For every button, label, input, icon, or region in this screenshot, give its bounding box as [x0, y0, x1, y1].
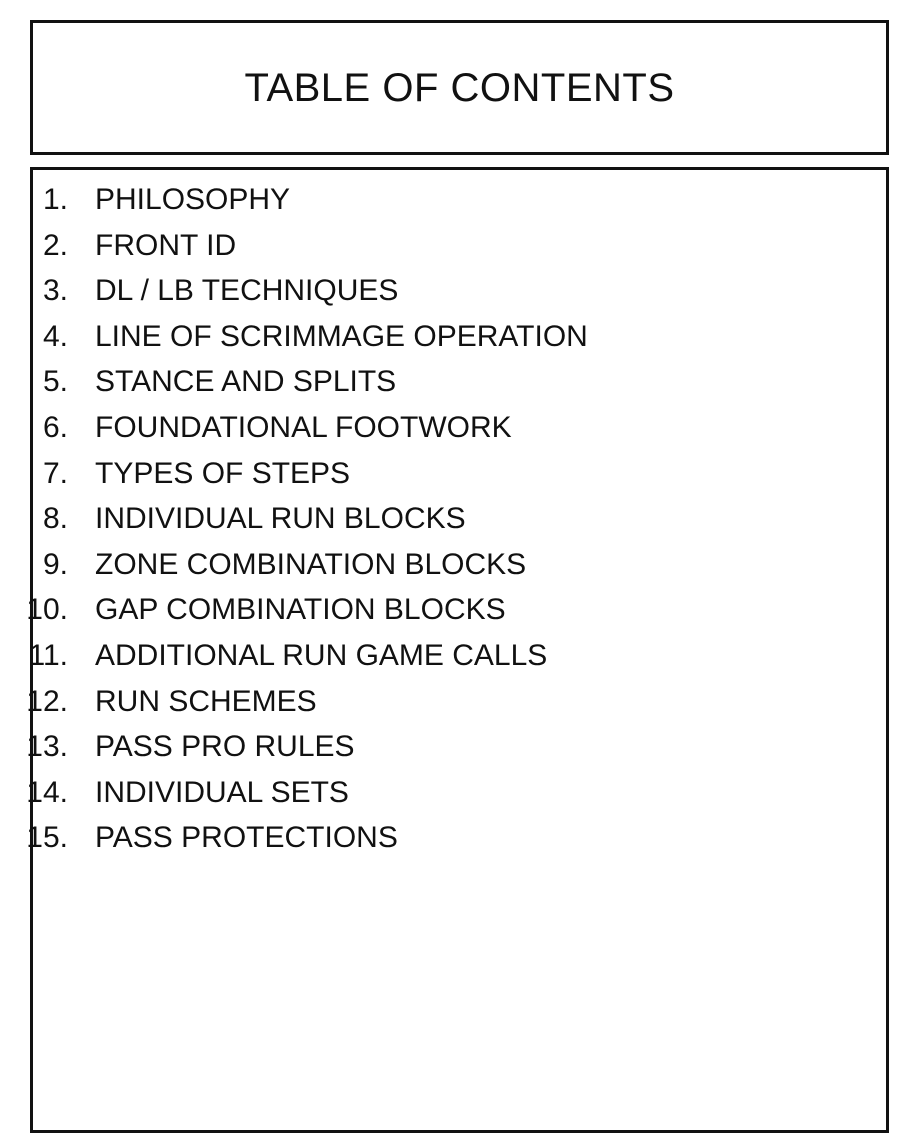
toc-item-label: PASS PRO RULES — [95, 730, 355, 764]
toc-item-front-id — [0, 223, 918, 269]
toc-item-number: 2. — [42, 228, 68, 262]
toc-item-label: FOUNDATIONAL FOOTWORK — [95, 410, 512, 444]
toc-item-individual-sets — [0, 770, 918, 816]
toc-item-philosophy — [0, 177, 918, 223]
toc-item-label: GAP COMBINATION BLOCKS — [95, 593, 506, 627]
toc-item-label: INDIVIDUAL SETS — [95, 775, 349, 809]
toc-item-label: LINE OF SCRIMMAGE OPERATION — [95, 319, 588, 353]
toc-item-zone-combination-blocks — [0, 542, 918, 588]
toc-item-number: 12. — [26, 684, 68, 718]
toc-item-pass-pro-rules — [0, 724, 918, 770]
toc-item-label: RUN SCHEMES — [95, 684, 317, 718]
toc-item-number: 11. — [28, 638, 68, 672]
toc-item-number: 15. — [26, 821, 68, 855]
toc-item-label: TYPES OF STEPS — [95, 456, 351, 490]
toc-item-types-of-steps — [0, 451, 918, 497]
toc-item-line-of-scrimmage-operation — [0, 314, 918, 360]
toc-item-label: STANCE AND SPLITS — [95, 365, 397, 399]
toc-item-label: PHILOSOPHY — [95, 183, 291, 216]
toc-item-number: 8. — [42, 502, 68, 536]
toc-item-label: DL / LB TECHNIQUES — [95, 274, 399, 308]
toc-item-number: 7. — [42, 456, 68, 490]
toc-item-number: 6. — [42, 410, 68, 444]
toc-item-number: 10. — [26, 593, 68, 627]
toc-item-label: ADDITIONAL RUN GAME CALLS — [95, 638, 548, 672]
toc-item-number: 9. — [42, 547, 68, 581]
toc-item-pass-protections — [0, 815, 918, 861]
toc-item-individual-run-blocks — [0, 496, 918, 542]
toc-item-label: FRONT ID — [95, 228, 237, 262]
toc-item-number: 3. — [42, 274, 68, 308]
toc-item-number: 5. — [42, 365, 68, 399]
toc-item-dl-lb-techniques — [0, 268, 918, 314]
toc-item-gap-combination-blocks — [0, 587, 918, 633]
toc-item-foundational-footwork — [0, 405, 918, 451]
toc-item-stance-and-splits — [0, 359, 918, 405]
toc-item-number: 13. — [26, 730, 68, 764]
toc-item-run-schemes — [0, 679, 918, 725]
toc-item-number: 1. — [42, 183, 68, 216]
toc-item-number: 4. — [42, 319, 68, 353]
toc-item-additional-run-game-calls — [0, 633, 918, 679]
page-title: TABLE OF CONTENTS — [244, 66, 675, 110]
toc-item-label: INDIVIDUAL RUN BLOCKS — [95, 502, 466, 536]
title-box — [30, 20, 889, 155]
toc-list — [0, 177, 918, 861]
toc-item-label: PASS PROTECTIONS — [95, 821, 398, 855]
toc-item-number: 14. — [26, 775, 68, 809]
toc-item-label: ZONE COMBINATION BLOCKS — [95, 547, 527, 581]
